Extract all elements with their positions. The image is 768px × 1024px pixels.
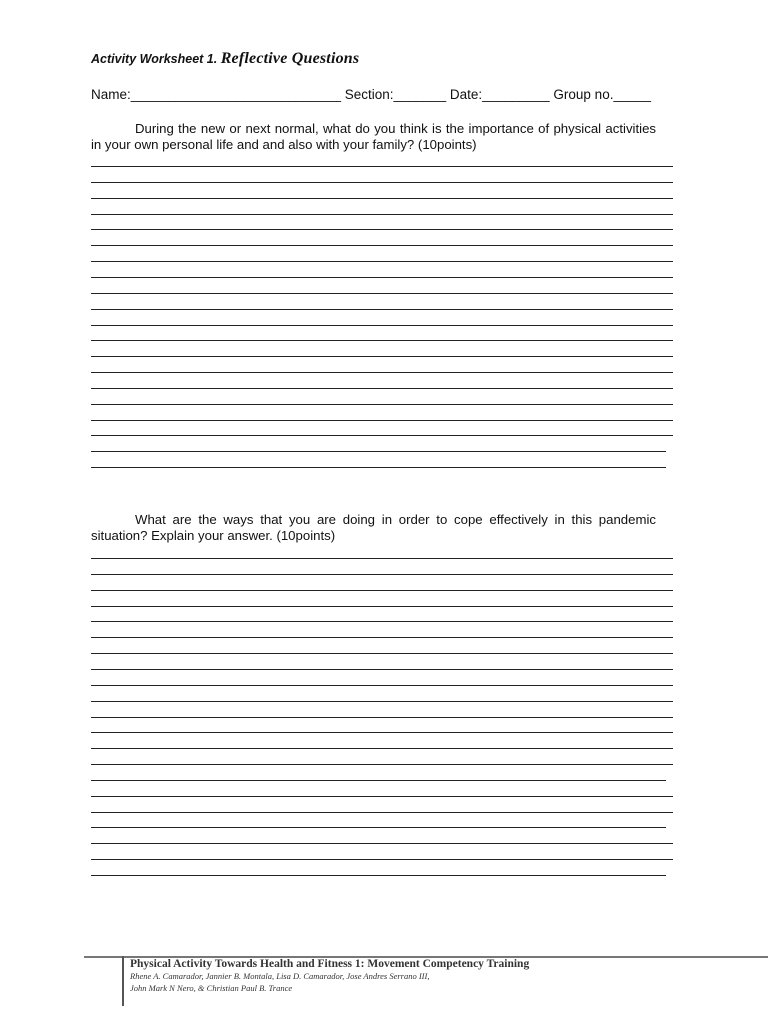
answer-line bbox=[91, 669, 673, 670]
answer-line bbox=[91, 843, 673, 844]
answer-line bbox=[91, 261, 673, 262]
answer-line bbox=[91, 748, 673, 749]
answer-line bbox=[91, 701, 673, 702]
answer-line bbox=[91, 372, 673, 373]
answer-line bbox=[91, 420, 673, 421]
answer-line bbox=[91, 229, 673, 230]
answer-line bbox=[91, 827, 666, 828]
question-1-text: During the new or next normal, what do you think is the importance of physical activities in your own personal life and and also with your family? (10points) bbox=[91, 121, 656, 152]
answer-line bbox=[91, 875, 666, 876]
answer-line bbox=[91, 859, 673, 860]
worksheet-label: Activity Worksheet 1. bbox=[91, 52, 221, 66]
question-1 bbox=[91, 121, 656, 153]
footer bbox=[130, 958, 529, 994]
answer-line bbox=[91, 404, 673, 405]
answer-line bbox=[91, 166, 673, 167]
answer-line bbox=[91, 717, 673, 718]
answer-line bbox=[91, 245, 673, 246]
answer-line bbox=[91, 340, 673, 341]
answer-line bbox=[91, 780, 666, 781]
answer-line bbox=[91, 467, 666, 468]
answer-line bbox=[91, 764, 673, 765]
question-2-text: What are the ways that you are doing in order to cope effectively in this pandemic situation? Explain your answer. (10points) bbox=[91, 512, 656, 543]
footer-vertical-bar bbox=[122, 956, 124, 1006]
answer-line bbox=[91, 558, 673, 559]
answer-line bbox=[91, 277, 673, 278]
worksheet-title bbox=[91, 50, 359, 68]
answer-line bbox=[91, 198, 673, 199]
worksheet-heading: Reflective Questions bbox=[220, 50, 360, 67]
answer-line bbox=[91, 325, 673, 326]
footer-authors-line-1: Rhene A. Camarador, Jannier B. Montala, Lisa D. Camarador, Jose Andres Serrano III, bbox=[130, 971, 430, 981]
answer-line bbox=[91, 621, 673, 622]
answer-line bbox=[91, 812, 673, 813]
answer-line bbox=[91, 606, 673, 607]
answer-line bbox=[91, 685, 673, 686]
answer-line bbox=[91, 309, 673, 310]
footer-authors-line-2: John Mark N Nero, & Christian Paul B. Trance bbox=[130, 983, 293, 993]
answer-line bbox=[91, 435, 673, 436]
answer-line bbox=[91, 293, 673, 294]
answer-line bbox=[91, 451, 666, 452]
answer-line bbox=[91, 653, 673, 654]
answer-line bbox=[91, 388, 673, 389]
answer-line bbox=[91, 637, 673, 638]
answer-line bbox=[91, 796, 673, 797]
answer-line bbox=[91, 574, 673, 575]
answer-line bbox=[91, 590, 673, 591]
student-info-line: Name:____________________________ Section:_______ Date:_________ Group no._____ bbox=[91, 87, 651, 102]
question-2 bbox=[91, 512, 656, 544]
answer-line bbox=[91, 732, 673, 733]
answer-line bbox=[91, 182, 673, 183]
answer-line bbox=[91, 214, 673, 215]
answer-line bbox=[91, 356, 673, 357]
footer-book-title: Physical Activity Towards Health and Fitness 1: Movement Competency Training bbox=[130, 958, 530, 970]
